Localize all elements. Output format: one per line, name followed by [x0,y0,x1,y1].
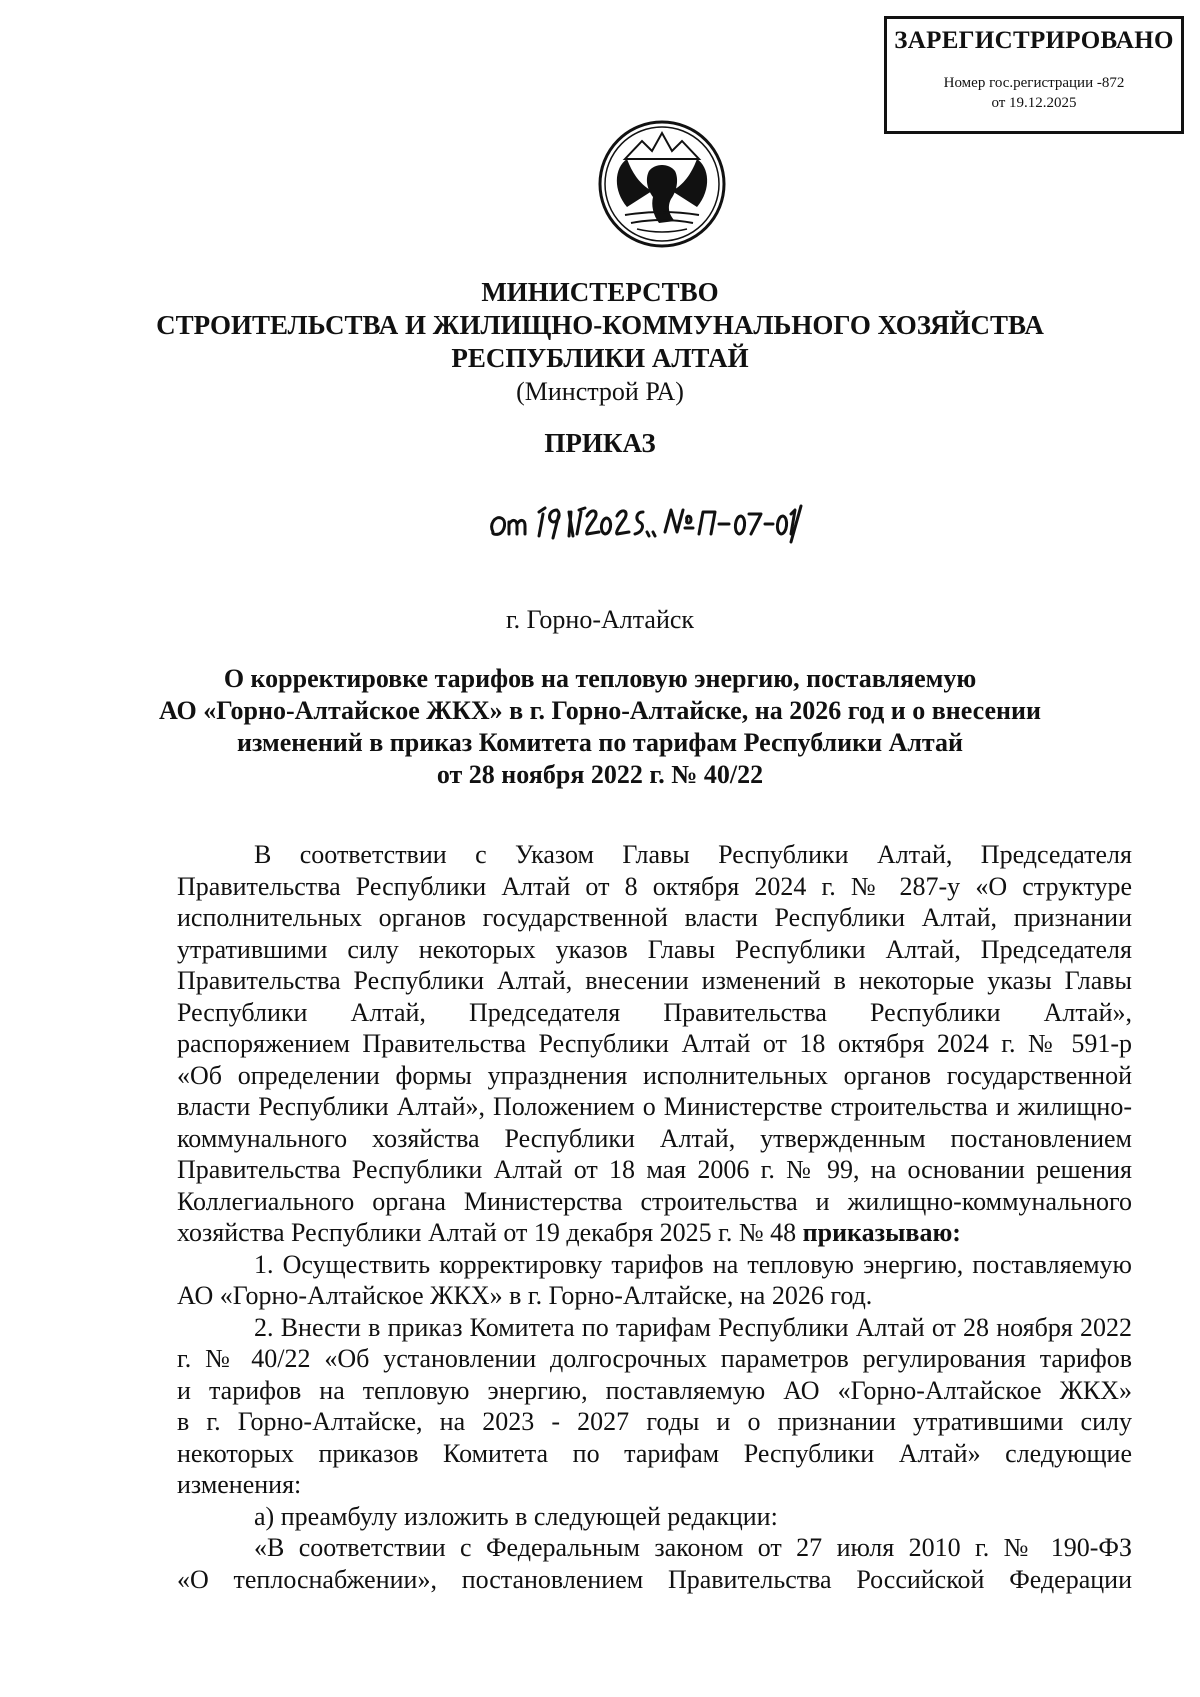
preamble-last-line: хозяйства Республики Алтай от 19 декабря 2025 г. № 48 [177,1218,803,1247]
item-2-line: и тарифов на тепловую энергию, поставляемую АО «Горно-Алтайское ЖКХ» [177,1375,1132,1405]
ministry-header [0,276,1200,408]
body-line: утратившими силу некоторых указов Главы Республики Алтай, Председателя [177,934,1132,964]
body-line: Правительства Республики Алтай, внесении изменений в некоторые указы Главы [177,966,1132,995]
order-title: ПРИКАЗ [544,428,656,458]
header-line-1: МИНИСТЕРСТВО [481,277,719,307]
city-name: г. Горно-Алтайск [505,605,695,634]
item-2-line: г. № 40/22 «Об установлении долгосрочных параметров регулирования тарифов [177,1344,1132,1373]
body-line: В соответствии с Указом Главы Республики Алтай, Председателя [254,840,1132,869]
body-line: исполнительных органов государственной власти Республики Алтай, признании [177,903,1132,932]
body-line: власти Республики Алтай», Положением о Министерстве строительства и жилищно- [177,1092,1132,1121]
subject-line: О корректировке тарифов на тепловую энергию, поставляемую [223,664,977,693]
stamp-reg-number: Номер гос.регистрации -872 [943,75,1125,91]
handwritten-date-number [487,502,807,544]
body-line: Правительства Республики Алтай от 18 мая 2006 г. № 99, на основании решения [177,1155,1132,1184]
body-line: Коллегиального органа Министерства строительства и жилищно-коммунального [177,1186,1132,1216]
order-subject [150,663,1050,791]
header-abbreviation: (Минстрой РА) [516,377,684,406]
subject-line: от 28 ноября 2022 г. № 40/22 [436,760,764,789]
body-line: Республики Алтай, Председателя Правительства Республики Алтай», [177,997,1132,1027]
registration-stamp [884,16,1184,134]
stamp-reg-date: от 19.12.2025 [991,95,1077,111]
item-a-line: а) преамбулу изложить в следующей редакции: [254,1501,778,1531]
item-2-line: некоторых приказов Комитета по тарифам Республики Алтай» следующие [177,1438,1132,1468]
item-2-line: изменения: [177,1470,302,1499]
item-2-line: 2. Внести в приказ Комитета по тарифам Республики Алтай от 28 ноября 2022 [254,1312,1132,1342]
quote-line: «В соответствии с Федеральным законом от 27 июля 2010 г. № 190-ФЗ [254,1533,1132,1562]
subject-line: АО «Горно-Алтайское ЖКХ» в г. Горно-Алтайске, на 2026 год и о внесении [159,696,1041,725]
subject-line: изменений в приказ Комитета по тарифам Республики Алтай [236,728,964,757]
header-line-3: РЕСПУБЛИКИ АЛТАЙ [451,343,749,373]
item-1-line: АО «Горно-Алтайское ЖКХ» в г. Горно-Алтайске, на 2026 год. [177,1281,873,1310]
header-line-2: СТРОИТЕЛЬСТВА И ЖИЛИЩНО-КОММУНАЛЬНОГО ХОЗЯЙСТВА [156,310,1044,340]
body-line: «Об определении формы упразднения исполнительных органов государственной [177,1060,1132,1090]
body-line [177,1217,1132,1249]
body-line: коммунального хозяйства Республики Алтай, утвержденным постановлением [177,1123,1132,1153]
item-2-line: в г. Горно-Алтайске, на 2023 - 2027 годы и о признании утратившими силу [177,1407,1132,1436]
quote-line: «О теплоснабжении», постановлением Правительства Российской Федерации [177,1564,1132,1594]
body-line: Правительства Республики Алтай от 8 октября 2024 г. № 287-у «О структуре [177,871,1132,901]
coat-of-arms-icon [597,119,727,249]
stamp-title: ЗАРЕГИСТРИРОВАНО [894,27,1174,54]
body-line: распоряжением Правительства Республики Алтай от 18 октября 2024 г. № 591-р [177,1029,1132,1058]
order-word: приказываю: [802,1218,961,1247]
item-1-line: 1. Осуществить корректировку тарифов на тепловую энергию, поставляемую [254,1249,1132,1279]
order-body [177,839,1132,1595]
